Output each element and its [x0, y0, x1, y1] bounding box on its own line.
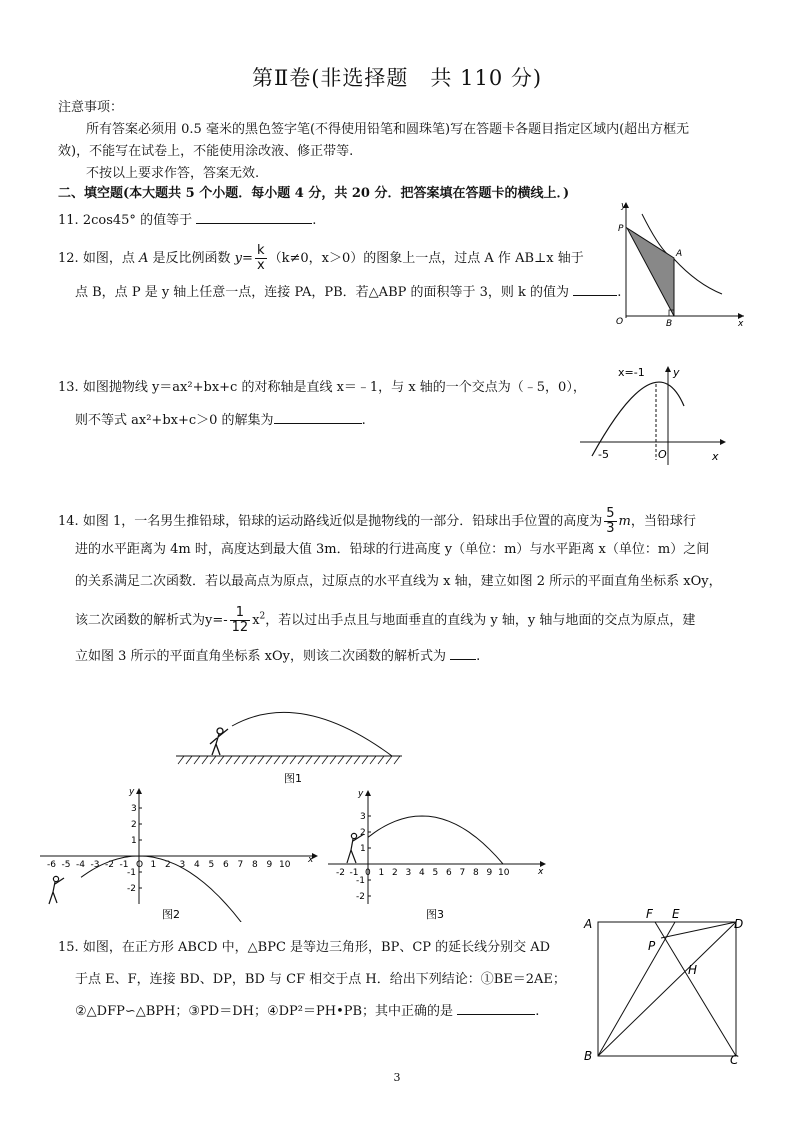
q12-figure [612, 196, 752, 328]
q15-label-e: E [672, 907, 680, 921]
q13-label-minus5: -5 [598, 448, 609, 461]
q13-label-o: O [658, 448, 667, 461]
q15-line-dp [661, 922, 736, 938]
tick-label-x: 1 [150, 860, 157, 870]
q12-label-a: A [676, 249, 683, 259]
tick-label-x: 2 [392, 868, 398, 878]
q13-answer-blank[interactable] [274, 410, 362, 424]
notice-line-1: 所有答案必须用 0.5 毫米的黑色签字笔(不得使用铅笔和圆珠笔)写在答题卡各题目指定区域内(超出方框无 [86, 122, 690, 137]
tick-label-x: 1 [378, 868, 385, 878]
q15-label-f: F [646, 907, 653, 921]
tick-label-y: 3 [360, 812, 366, 822]
tick-label-x: 5 [208, 860, 215, 870]
q15-line3: ②△DFP∽△BPH；③PD＝DH；④DP²＝PH•PB；其中正确的是 [75, 1004, 454, 1019]
q15-label-p: P [648, 939, 656, 953]
q14-figure-1 [170, 698, 410, 788]
q14-line4a: 该二次函数的解析式为 [75, 613, 206, 628]
q13-line2-text: 则不等式 ax²+bx+c＞0 的解集为 [75, 413, 274, 428]
q11-expression: 2cos45° [82, 213, 136, 228]
q12-eq: = [242, 251, 253, 266]
q15-number: 15. [58, 940, 79, 955]
tick-label-x: 5 [432, 868, 439, 878]
q13-figure [574, 360, 734, 470]
q14-frac1-num: 5 [606, 506, 615, 521]
q13-x-arrow [720, 439, 726, 445]
q13-label-y: y [673, 366, 680, 379]
q15-label-c: C [730, 1053, 739, 1066]
fig2-tick-labels [47, 804, 291, 894]
question-14-line-5 [75, 646, 480, 667]
q13-parabola [592, 382, 684, 456]
q11-answer-blank[interactable] [196, 210, 312, 224]
q12-label-b: B [666, 319, 673, 328]
tick-label-y: 1 [360, 844, 366, 854]
q14-x-squared: $x^2$ [252, 611, 266, 628]
question-11 [58, 210, 316, 231]
tick-label-x: 4 [194, 860, 200, 870]
q13-number: 13. [58, 380, 79, 395]
fig1-athlete [210, 728, 228, 755]
q12-frac-den: x [256, 258, 265, 273]
tick-label-x: -2 [336, 868, 345, 878]
tick-label-x: -4 [76, 860, 85, 870]
q14-frac1-den: 3 [606, 521, 615, 536]
tick-label-x: -6 [47, 860, 56, 870]
q11-number: 11. [58, 213, 79, 228]
fig1-ground-hatching [178, 756, 400, 764]
q14-answer-blank[interactable] [450, 646, 476, 660]
tick-label-y: 1 [131, 836, 137, 846]
q13-label-x: x [712, 450, 719, 463]
question-15-line-3 [75, 1001, 539, 1022]
fig2-caption: 图2 [162, 908, 180, 921]
fig1-caption: 图1 [284, 772, 302, 785]
tick-label-x: -1 [119, 860, 129, 870]
tick-label-x: 3 [405, 868, 412, 878]
q12-answer-blank[interactable] [573, 282, 617, 296]
question-15-line-1 [58, 938, 550, 958]
notice-line-2: 效)，不能写在试卷上，不能使用涂改液、修正带等. [58, 144, 354, 159]
q12-point-a: A [138, 251, 149, 266]
q14-line1b: ，当铅球行 [630, 514, 696, 529]
notice-heading: 注意事项： [58, 100, 124, 115]
tick-label-x: -5 [61, 860, 71, 870]
tick-label-y: -2 [356, 892, 365, 902]
q15-line-be [598, 922, 675, 1056]
q12-line2-text: 点 B，点 P 是 y 轴上任意一点，连接 PA，PB．若△ABP 的面积等于 3，则 k 的值为 [75, 285, 570, 300]
q14-func-y: y=- [205, 613, 228, 628]
q14-frac1-unit: m [618, 514, 631, 529]
section-heading: 二、填空题(本大题共 5 个小题．每小题 4 分，共 20 分．把答案填在答题卡的横线上．) [58, 186, 570, 201]
tick-label-x: 10 [498, 868, 510, 878]
tick-label-x: 6 [223, 860, 229, 870]
tick-label-x: 0 [365, 868, 371, 878]
tick-label-x: 10 [279, 860, 291, 870]
tick-label-x: -1 [349, 868, 359, 878]
question-14-line-4 [75, 606, 695, 635]
fig3-tick-labels [336, 812, 510, 902]
fig2-label-x: x [308, 855, 314, 865]
tick-label-x: 4 [419, 868, 425, 878]
q11-end: . [312, 213, 317, 228]
question-12-line-1 [58, 244, 584, 273]
tick-label-y: -1 [127, 868, 136, 878]
fig1-trajectory [232, 712, 392, 756]
q15-label-d: D [734, 917, 744, 931]
tick-label-x: -2 [105, 860, 114, 870]
q12-label-p: P [618, 224, 624, 234]
tick-label-y: -2 [127, 884, 136, 894]
q12-label-x: x [738, 319, 744, 328]
q15-end: . [535, 1004, 540, 1019]
fig2-y-arrow [136, 788, 142, 794]
q15-label-a: A [584, 917, 593, 931]
tick-label-x: 6 [446, 868, 452, 878]
notice-line-3: 不按以上要求作答，答案无效. [86, 166, 260, 181]
q14-frac2-num: 1 [230, 606, 251, 621]
q14-line1a: 如图 1，一名男生推铅球，铅球的运动路线近似是抛物线的一部分．铅球出手位置的高度为 [82, 514, 603, 529]
q13-y-arrow [665, 366, 671, 372]
fig3-label-y: y [358, 789, 364, 799]
q14-height-fraction [604, 507, 616, 536]
q13-end: . [361, 413, 366, 428]
fig3-caption: 图3 [426, 908, 444, 921]
q14-number: 14. [58, 514, 79, 529]
tick-label-x: 3 [179, 860, 186, 870]
tick-label-x: 2 [165, 860, 171, 870]
question-13-line-2 [75, 410, 366, 431]
tick-label-y: -1 [356, 876, 365, 886]
q15-label-b: B [584, 1049, 593, 1063]
q12-label-o: O [616, 317, 624, 327]
page-number: 3 [393, 1071, 401, 1084]
q15-answer-blank[interactable] [457, 1001, 535, 1015]
q14-line4b: ，若以过出手点且与地面垂直的直线为 y 轴，y 轴与地面的交点为原点，建 [265, 613, 696, 628]
q12-func-y: y [234, 251, 243, 266]
tick-label-x: 8 [252, 860, 258, 870]
q14-formula-fraction [230, 606, 251, 635]
tick-label-y: 3 [131, 804, 137, 814]
question-12-line-2 [75, 282, 621, 303]
page-title: 第Ⅱ卷(非选择题 共 110 分) [251, 66, 543, 90]
q12-label-y: y [621, 201, 627, 211]
q15-figure [578, 904, 750, 1066]
fig3-y-arrow [365, 790, 371, 796]
q15-line1: 如图，在正方形 ABCD 中，△BPC 是等边三角形，BP、CP 的延长线分别交 AD [82, 940, 551, 955]
q14-figure-3 [322, 784, 552, 922]
q11-text: 的值等于 [140, 213, 193, 228]
fig3-parabola [368, 816, 503, 864]
q12-end: . [617, 285, 622, 300]
tick-label-y: 2 [131, 820, 137, 830]
q12-frac-num: k [255, 244, 267, 259]
fig2-athlete [49, 876, 64, 904]
q12-text-a: 如图，点 [82, 251, 135, 266]
q12-fraction [255, 244, 267, 273]
tick-label-x: 7 [459, 868, 466, 878]
tick-label-y: 2 [360, 828, 366, 838]
q14-frac2-den: 12 [231, 620, 249, 635]
fig3-label-x: x [538, 867, 544, 877]
q14-figure-2 [34, 784, 324, 922]
q12-number: 12. [58, 251, 79, 266]
question-14-line-1 [58, 507, 696, 536]
q14-line-2: 进的水平距离为 4m 时，高度达到最大值 3m．铅球的行进高度 y（单位：m）与水平距离 x（单位：m）之间 [75, 542, 710, 557]
q14-end: . [476, 649, 481, 664]
q14-line-3: 的关系满足二次函数．若以最高点为原点，过原点的水平直线为 x 轴，建立如图 2 所示的平面直角坐标系 xOy， [75, 574, 722, 589]
tick-label-x: 8 [473, 868, 479, 878]
tick-label-x: 7 [237, 860, 244, 870]
q14-line5: 立如图 3 所示的平面直角坐标系 xOy，则该二次函数的解析式为 [75, 649, 447, 664]
q12-text-c: 是反比例函数 [152, 251, 231, 266]
fig2-label-y: y [129, 787, 135, 797]
tick-label-x: 9 [266, 860, 273, 870]
q13-axis-label: x=-1 [618, 366, 645, 379]
q15-label-h: H [688, 963, 698, 977]
q13-line1-text: 如图抛物线 y＝ax²+bx+c 的对称轴是直线 x＝﹣1，与 x 轴的一个交点为（﹣5，0）， [82, 380, 586, 395]
tick-label-x: -3 [90, 860, 100, 870]
q12-triangle-abp [627, 228, 674, 316]
question-13-line-1 [58, 378, 586, 398]
q12-condition: （k≠0，x＞0）的图象上一点，过点 A 作 AB⊥x 轴于 [268, 251, 584, 266]
tick-label-x: O [136, 860, 144, 870]
tick-label-x: 9 [486, 868, 493, 878]
q15-line-2: 于点 E、F，连接 BD、DP，BD 与 CF 相交于点 H．给出下列结论：①BE＝2AE； [75, 972, 566, 987]
